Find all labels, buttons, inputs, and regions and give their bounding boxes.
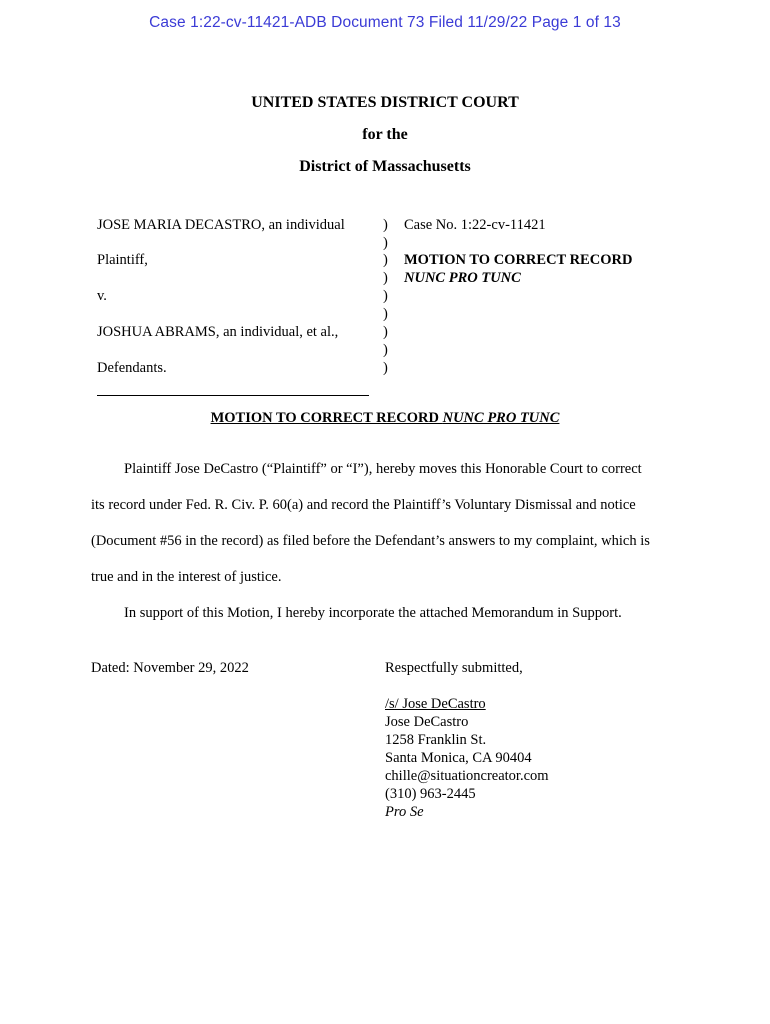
respectfully-submitted: Respectfully submitted, [385,660,523,676]
signature: /s/ Jose DeCastro [385,696,486,712]
phone: (310) 963-2445 [385,786,476,802]
defendant-role: Defendants. [97,360,167,376]
signer-name: Jose DeCastro [385,714,469,730]
body-line-4: true and in the interest of justice. [91,569,282,585]
court-for-the: for the [362,126,408,143]
email: chille@situationcreator.com [385,768,549,784]
paren: ) [383,288,388,304]
paren: ) [383,235,388,251]
body-line-3: (Document #56 in the record) as filed before the Defendant’s answers to my complaint, which is [91,533,650,549]
defendant-name: JOSHUA ABRAMS, an individual, et al., [97,324,339,340]
body-line-2: its record under Fed. R. Civ. P. 60(a) and record the Plaintiff’s Voluntary Dismissal and notice [91,497,636,513]
document-title-italic: NUNC PRO TUNC [442,410,560,426]
versus: v. [97,288,107,304]
paren: ) [383,360,388,376]
paren: ) [383,252,388,268]
plaintiff-role: Plaintiff, [97,252,148,268]
paren: ) [383,217,388,233]
document-title-main: MOTION TO CORRECT RECORD [210,410,443,426]
paren: ) [383,324,388,340]
motion-caption-subtitle: NUNC PRO TUNC [404,270,521,286]
caption-rule [97,395,369,396]
address-street: 1258 Franklin St. [385,732,487,748]
body-line-5: In support of this Motion, I hereby incorporate the attached Memorandum in Support. [124,605,622,621]
paren: ) [383,342,388,358]
paren: ) [383,306,388,322]
court-district: District of Massachusetts [299,158,471,175]
pro-se: Pro Se [385,804,424,820]
body-line-1: Plaintiff Jose DeCastro (“Plaintiff” or “I”), hereby moves this Honorable Court to correct [124,461,642,477]
plaintiff-name: JOSE MARIA DECASTRO, an individual [97,217,345,233]
address-city: Santa Monica, CA 90404 [385,750,532,766]
date-line: Dated: November 29, 2022 [91,660,249,676]
document-title [0,410,770,427]
court-filing-stamp: Case 1:22-cv-11421-ADB Document 73 Filed 11/29/22 Page 1 of 13 [149,14,621,31]
motion-caption-title: MOTION TO CORRECT RECORD [404,252,633,268]
paren: ) [383,270,388,286]
case-number: Case No. 1:22-cv-11421 [404,217,546,233]
court-name: UNITED STATES DISTRICT COURT [251,94,519,111]
